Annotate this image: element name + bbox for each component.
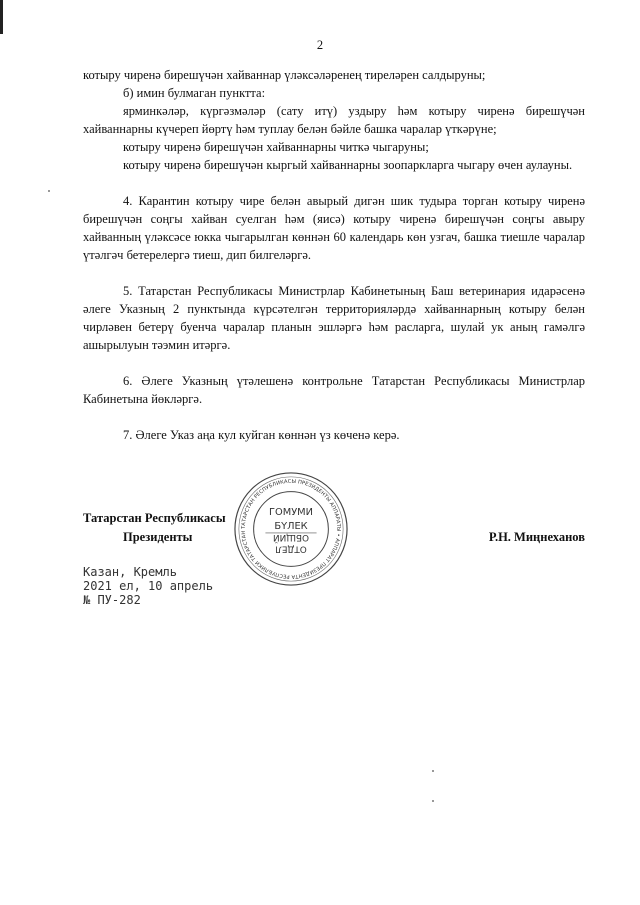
paragraph-fairs: ярминкәләр, күргәзмәләр (сату итү) уздыру һәм котыру чиренә бирешүчән хайваннарны күчереп йөртү һәм туплау белән бәйле башка чаралар үткәрүне; bbox=[83, 104, 585, 136]
paragraph-item-6: 6. Әлеге Указның үтәлешенә контрольне Татарстан Республикасы Министрлар Кабинетына йөкләргә. bbox=[83, 374, 585, 406]
scan-speck bbox=[432, 800, 434, 802]
scan-speck bbox=[432, 770, 434, 772]
paragraph-export: котыру чиренә бирешүчән хайваннарны читкә чыгаруны; bbox=[123, 140, 429, 154]
seal-center-line1: ГОМУМИ bbox=[268, 507, 314, 519]
signature-title-line1: Татарстан Республикасы bbox=[83, 511, 226, 525]
document-body bbox=[83, 66, 585, 444]
signature-block bbox=[83, 509, 585, 547]
issue-date: 2021 ел, 10 апрель bbox=[83, 579, 214, 593]
paragraph-unsafe-point: б) имин булмаган пунктта: bbox=[123, 86, 266, 100]
issue-number: № ПУ-282 bbox=[83, 593, 141, 607]
scan-speck bbox=[48, 190, 50, 192]
paragraph-item-5: 5. Татарстан Республикасы Министрлар Кабинетының Баш ветеринария идарәсенә әлеге Указның 2 пунктында күрсәтелгән территорияләрдә хайваннарның котыру белән чирләвен бетерү буенча чаралар планын эшләргә һәм расларга, шулай ук аның гамәлгә ашырылуын тәэмин итәргә. bbox=[83, 284, 585, 352]
signature-title-line2: Президенты bbox=[123, 530, 193, 544]
seal-center-line2: БҮЛЕК bbox=[274, 521, 308, 532]
page-number: 2 bbox=[316, 38, 324, 52]
page-edge-mark bbox=[0, 0, 3, 34]
seal-ring-text: ТАТАРСТАН РЕСПУБЛИКАСЫ ПРЕЗИДЕНТЫ АППАРАТЫ • АППАРАТ ПРЕЗИДЕНТА РЕСПУБЛИКИ ТАТАРСТАН bbox=[240, 478, 342, 580]
seal-center-line4: ОБЩИЙ bbox=[273, 531, 309, 542]
paragraph-skin-removal: котыру чиренә бирешүчән хайваннар үләксәләренең тиреләрен салдыруны; bbox=[83, 68, 486, 82]
issue-place: Казан, Кремль bbox=[83, 565, 177, 579]
signatory-name: Р.Н. Миңнеханов bbox=[488, 530, 585, 544]
seal-center-line3: ОТДЕЛ bbox=[275, 543, 307, 554]
paragraph-item-7: 7. Әлеге Указ аңа кул куйган көннән үз көченә керә. bbox=[123, 428, 400, 442]
issue-details bbox=[83, 565, 213, 607]
paragraph-item-4: 4. Карантин котыру чире белән авырый дигән шик тудыра торган котыру чиренә бирешүчән соңгы хайван суелган һәм (яисә) котыру чиренә бирешүчән соңгы авыру хайванның үләксәсе юкка чыгарылган көннән 60 календарь көн узгач, башка тиешле чаралар үтәлгәч бетерелергә тиеш, дип билгеләргә. bbox=[83, 194, 585, 262]
paragraph-wild-animals: котыру чиренә бирешүчән кыргый хайваннарны зоопаркларга чыгару өчен аулауны. bbox=[123, 158, 573, 172]
